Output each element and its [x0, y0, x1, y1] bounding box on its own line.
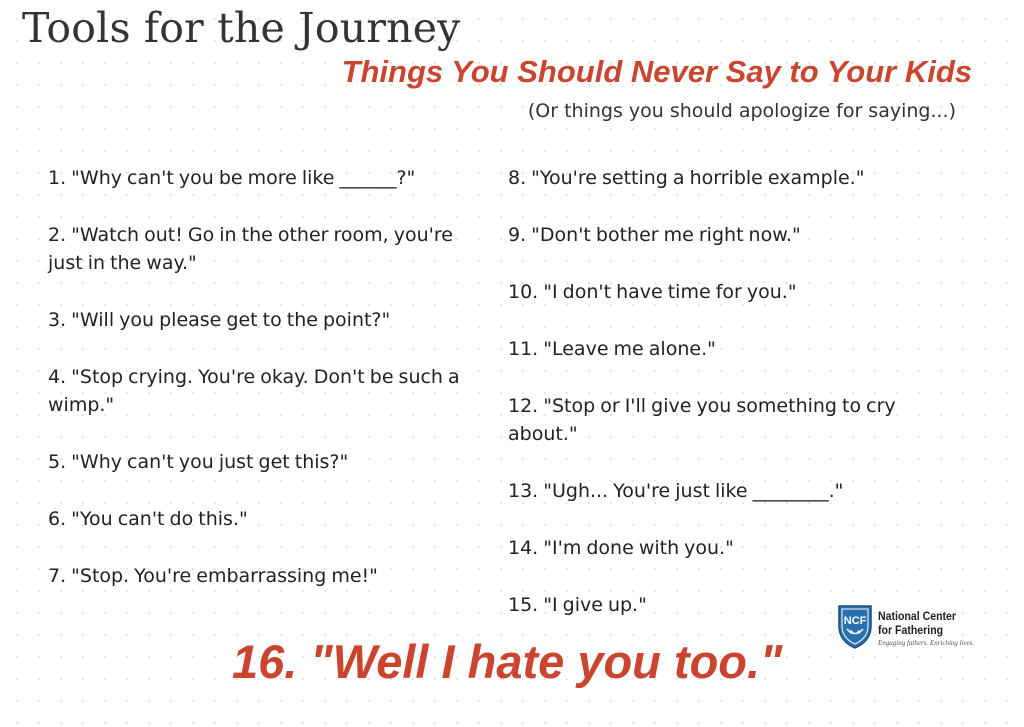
list-item-9: 9. "Don't bother me right now." [508, 224, 801, 246]
list-item-10: 10. "I don't have time for you." [508, 281, 797, 303]
list-item-6: 6. "You can't do this." [48, 508, 248, 530]
list-item-12: 12. "Stop or I'll give you something to cry about." [508, 395, 896, 445]
list-column-right [508, 164, 908, 648]
list-item-5: 5. "Why can't you just get this?" [48, 451, 349, 473]
series-title: Tools for the Journey [22, 4, 461, 52]
list-item-2: 2. "Watch out! Go in the other room, you're just in the way." [48, 224, 453, 274]
ncf-logo [836, 602, 976, 654]
list-item-11: 11. "Leave me alone." [508, 338, 716, 360]
list-item-1: 1. "Why can't you be more like ______?" [48, 167, 416, 189]
logo-tagline: Engaging fathers. Enriching lives. [878, 639, 975, 647]
logo-initials: NCF [843, 615, 867, 627]
logo-name-line1: National Center [878, 609, 957, 623]
list-column-left [48, 164, 480, 619]
list-item-4: 4. "Stop crying. You're okay. Don't be such a wimp." [48, 366, 460, 416]
final-quote: 16. "Well I hate you too." [232, 635, 783, 688]
list-item-8: 8. "You're setting a horrible example." [508, 167, 865, 189]
list-item-3: 3. "Will you please get to the point?" [48, 309, 391, 331]
list-item-7: 7. "Stop. You're embarrassing me!" [48, 565, 378, 587]
list-item-14: 14. "I'm done with you." [508, 537, 734, 559]
page-subtitle: Things You Should Never Say to Your Kids [341, 54, 972, 89]
logo-name-line2: for Fathering [878, 623, 944, 637]
subtitle-tagline: (Or things you should apologize for saying...) [527, 100, 956, 122]
list-item-13: 13. "Ugh... You're just like ________." [508, 480, 844, 502]
ncf-shield-icon [836, 602, 874, 650]
logo-name [878, 609, 956, 637]
list-item-15: 15. "I give up." [508, 594, 647, 616]
